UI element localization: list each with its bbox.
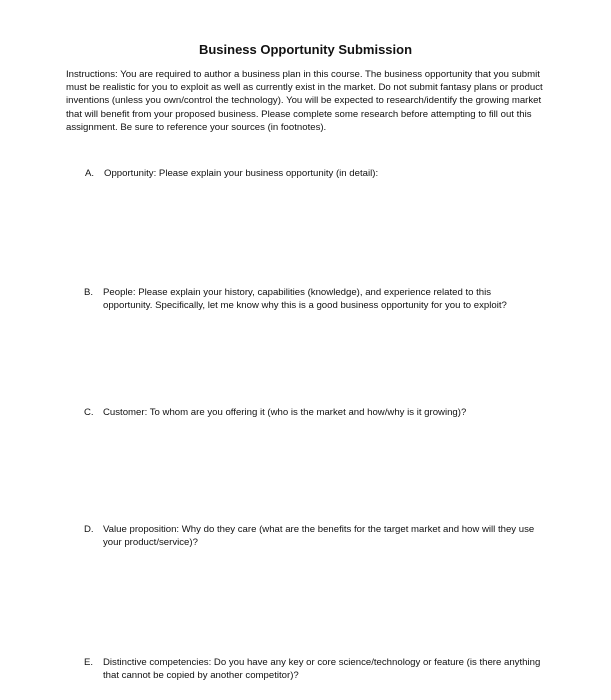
question-letter: B. xyxy=(84,287,94,298)
question-text: Customer: To whom are you offering it (who is the market and how/why is it growing)? xyxy=(103,407,467,418)
instructions-paragraph: Instructions: You are required to author a business plan in this course. The business opportunity that you submit must be realistic for you to exploit as well as currently exist in the market. Do not submit fantasy plans or product inventions (unless you own/control the technology). You will be expected to research/identify the growing market that will benefit from your proposed business. Please complete some research before attempting to fill out this assignment. Be sure to reference your sources (in footnotes). xyxy=(66,69,543,133)
question-letter: D. xyxy=(84,524,94,535)
question-letter: C. xyxy=(84,407,94,418)
question-text: People: Please explain your history, capabilities (knowledge), and experience related to this opportunity. Specifically, let me know why this is a good business opportunity for you to exploit? xyxy=(103,287,507,312)
question-text: Distinctive competencies: Do you have any key or core science/technology or feature (is there anything that cannot be copied by another competitor)? xyxy=(103,657,541,682)
question-text: Value proposition: Why do they care (what are the benefits for the target market and how will they use your product/service)? xyxy=(103,524,535,549)
question-letter: E. xyxy=(84,657,94,668)
document-title: Business Opportunity Submission xyxy=(198,42,413,57)
question-letter: A. xyxy=(85,168,95,179)
question-text: Opportunity: Please explain your business opportunity (in detail): xyxy=(104,168,379,179)
